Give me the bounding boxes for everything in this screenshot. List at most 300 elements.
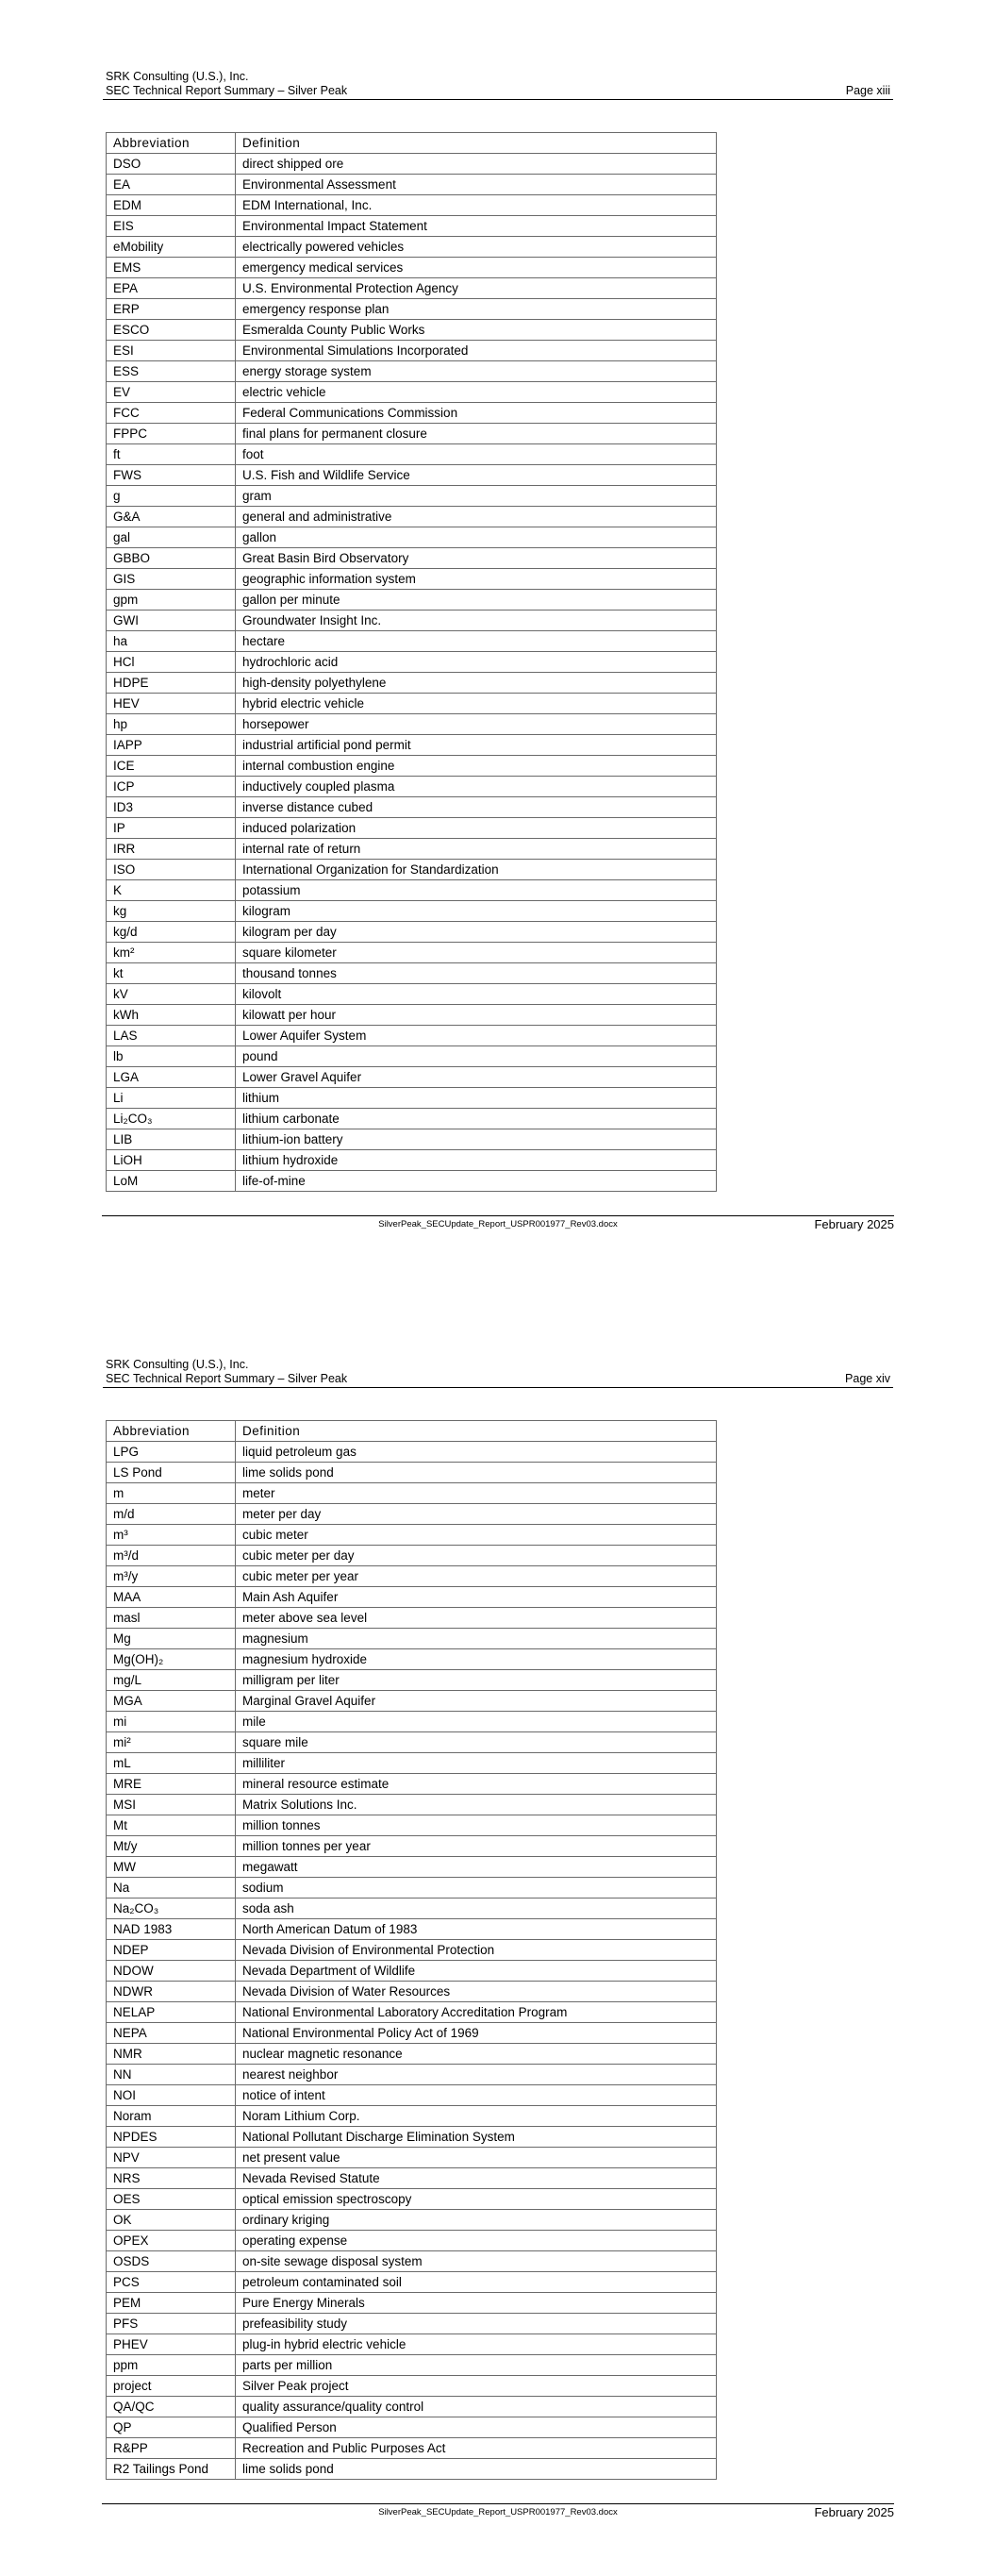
table-row [107,2148,717,2168]
definition-cell: electric vehicle [236,382,717,403]
table-row [107,1525,717,1546]
abbreviation-cell: eMobility [107,237,236,258]
abbreviation-cell: PCS [107,2272,236,2293]
definition-cell: Marginal Gravel Aquifer [236,1691,717,1712]
abbreviation-cell: ID3 [107,797,236,818]
abbreviation-cell: MSI [107,1795,236,1815]
definition-cell: Groundwater Insight Inc. [236,611,717,631]
table-row [107,1129,717,1150]
definition-cell: Esmeralda County Public Works [236,320,717,341]
definition-cell: kilovolt [236,984,717,1005]
abbreviation-cell: NDWR [107,1982,236,2002]
definition-cell: National Environmental Policy Act of 1969 [236,2023,717,2044]
table-row [107,2002,717,2023]
table-row [107,652,717,673]
abbreviation-cell: mi [107,1712,236,1732]
table-row [107,486,717,507]
table-row [107,2376,717,2397]
abbreviation-cell: NN [107,2065,236,2085]
abbreviation-cell: QP [107,2417,236,2438]
abbreviation-cell: LIB [107,1129,236,1150]
table-row [107,2231,717,2251]
table-row [107,1753,717,1774]
table-row [107,507,717,527]
table-row [107,216,717,237]
abbreviation-cell: EMS [107,258,236,278]
definition-cell: Noram Lithium Corp. [236,2106,717,2127]
table-row [107,1067,717,1088]
definition-cell: hectare [236,631,717,652]
definition-cell: Lower Aquifer System [236,1026,717,1046]
definition-cell: nuclear magnetic resonance [236,2044,717,2065]
abbreviation-cell: MW [107,1857,236,1878]
header-report-title: SEC Technical Report Summary – Silver Peak [106,84,348,97]
table-row [107,1109,717,1129]
table-row [107,1046,717,1067]
abbreviation-cell: Mt [107,1815,236,1836]
definition-cell: inductively coupled plasma [236,777,717,797]
column-header-abbreviation: Abbreviation [107,133,236,154]
definition-cell: mineral resource estimate [236,1774,717,1795]
definition-cell: geographic information system [236,569,717,590]
abbreviation-cell: R2 Tailings Pond [107,2459,236,2480]
definition-cell: National Pollutant Discharge Elimination System [236,2127,717,2148]
definition-cell: direct shipped ore [236,154,717,175]
definition-cell: industrial artificial pond permit [236,735,717,756]
definition-cell: thousand tonnes [236,963,717,984]
table-row [107,1088,717,1109]
table-row [107,984,717,1005]
definition-cell: Matrix Solutions Inc. [236,1795,717,1815]
definition-cell: lithium-ion battery [236,1129,717,1150]
header-divider [103,99,893,100]
abbreviation-cell: km² [107,943,236,963]
definition-cell: ordinary kriging [236,2210,717,2231]
table-row [107,2334,717,2355]
definition-cell: EDM International, Inc. [236,195,717,216]
definition-cell: magnesium [236,1629,717,1649]
abbreviation-cell: ISO [107,860,236,880]
definition-cell: kilogram [236,901,717,922]
abbreviation-cell: MGA [107,1691,236,1712]
footer-divider [102,2503,894,2504]
abbreviation-cell: lb [107,1046,236,1067]
table-row [107,1504,717,1525]
table-row [107,444,717,465]
definition-cell: Silver Peak project [236,2376,717,2397]
definition-cell: horsepower [236,714,717,735]
table-row [107,860,717,880]
table-row [107,258,717,278]
definition-cell: high-density polyethylene [236,673,717,694]
table-row [107,1649,717,1670]
table-row [107,1442,717,1463]
definition-cell: Recreation and Public Purposes Act [236,2438,717,2459]
table-row [107,1878,717,1899]
abbreviation-cell: Mg(OH)₂ [107,1649,236,1670]
definition-cell: nearest neighbor [236,2065,717,2085]
definition-cell: Lower Gravel Aquifer [236,1067,717,1088]
definition-cell: liquid petroleum gas [236,1442,717,1463]
table-row [107,403,717,424]
footer-divider [102,1215,894,1216]
abbreviation-cell: ppm [107,2355,236,2376]
definition-cell: net present value [236,2148,717,2168]
abbreviation-cell: PEM [107,2293,236,2314]
abbreviation-cell: Na₂CO₃ [107,1899,236,1919]
table-row [107,1712,717,1732]
table-row [107,2106,717,2127]
abbreviation-cell: mg/L [107,1670,236,1691]
abbreviation-cell: FWS [107,465,236,486]
table-row [107,527,717,548]
footer-date: February 2025 [814,2505,894,2519]
definition-cell: National Environmental Laboratory Accreditation Program [236,2002,717,2023]
table-row [107,195,717,216]
table-row [107,569,717,590]
table-row [107,154,717,175]
abbreviation-cell: FCC [107,403,236,424]
definition-cell: emergency response plan [236,299,717,320]
header-report-title: SEC Technical Report Summary – Silver Peak [106,1372,348,1385]
footer-filename: SilverPeak_SECUpdate_Report_USPR001977_Rev03.docx [378,1219,618,1229]
footer-filename: SilverPeak_SECUpdate_Report_USPR001977_Rev03.docx [378,2507,618,2517]
definition-cell: North American Datum of 1983 [236,1919,717,1940]
table-row [107,943,717,963]
abbreviation-cell: m [107,1483,236,1504]
table-row [107,901,717,922]
table-row [107,548,717,569]
abbreviation-cell: LGA [107,1067,236,1088]
definition-cell: kilowatt per hour [236,1005,717,1026]
table-row [107,424,717,444]
table-row [107,2272,717,2293]
abbreviation-cell: FPPC [107,424,236,444]
abbreviation-cell: LoM [107,1171,236,1192]
definition-cell: Federal Communications Commission [236,403,717,424]
definition-cell: meter above sea level [236,1608,717,1629]
header-page-number: Page xiv [845,1372,890,1385]
abbreviation-cell: gpm [107,590,236,611]
abbreviation-cell: NDOW [107,1961,236,1982]
table-row [107,1670,717,1691]
table-row [107,2251,717,2272]
abbreviation-cell: ESCO [107,320,236,341]
abbreviation-cell: GWI [107,611,236,631]
abbreviation-cell: g [107,486,236,507]
abbreviation-cell: LS Pond [107,1463,236,1483]
definition-cell: soda ash [236,1899,717,1919]
abbreviation-cell: NOI [107,2085,236,2106]
abbreviation-cell: IAPP [107,735,236,756]
abbreviation-cell: NMR [107,2044,236,2065]
definition-cell: Qualified Person [236,2417,717,2438]
abbreviation-cell: mi² [107,1732,236,1753]
definition-cell: on-site sewage disposal system [236,2251,717,2272]
definition-cell: inverse distance cubed [236,797,717,818]
definition-cell: Nevada Division of Environmental Protection [236,1940,717,1961]
abbreviation-cell: LiOH [107,1150,236,1171]
definition-cell: lithium hydroxide [236,1150,717,1171]
definition-cell: International Organization for Standardization [236,860,717,880]
definition-cell: meter [236,1483,717,1504]
abbreviation-cell: OSDS [107,2251,236,2272]
column-header-definition: Definition [236,1421,717,1442]
abbreviation-cell: ICP [107,777,236,797]
definition-cell: prefeasibility study [236,2314,717,2334]
table-row [107,2085,717,2106]
abbreviation-cell: ICE [107,756,236,777]
table-row [107,2417,717,2438]
abbreviation-cell: K [107,880,236,901]
abbreviation-cell: Mt/y [107,1836,236,1857]
abbreviation-cell: MAA [107,1587,236,1608]
table-row [107,922,717,943]
definition-cell: gallon [236,527,717,548]
abbreviation-cell: mL [107,1753,236,1774]
abbreviation-cell: ft [107,444,236,465]
definition-cell: internal combustion engine [236,756,717,777]
abbreviation-cell: NPDES [107,2127,236,2148]
definition-cell: general and administrative [236,507,717,527]
definition-cell: square mile [236,1732,717,1753]
abbreviation-cell: project [107,2376,236,2397]
abbreviation-cell: NAD 1983 [107,1919,236,1940]
table-row [107,1587,717,1608]
table-header-row [107,133,717,154]
table-row [107,382,717,403]
definition-cell: life-of-mine [236,1171,717,1192]
abbreviation-cell: QA/QC [107,2397,236,2417]
document-page [0,1288,995,2576]
definition-cell: Nevada Department of Wildlife [236,1961,717,1982]
table-row [107,175,717,195]
table-row [107,1815,717,1836]
definition-cell: final plans for permanent closure [236,424,717,444]
abbreviation-cell: MRE [107,1774,236,1795]
table-row [107,2023,717,2044]
table-row [107,735,717,756]
table-row [107,1836,717,1857]
abbreviation-cell: Mg [107,1629,236,1649]
abbreviation-cell: EV [107,382,236,403]
definition-cell: induced polarization [236,818,717,839]
table-row [107,1774,717,1795]
definition-cell: lithium [236,1088,717,1109]
abbreviation-cell: PFS [107,2314,236,2334]
abbreviation-table [106,1420,717,2480]
definition-cell: million tonnes [236,1815,717,1836]
table-row [107,1940,717,1961]
table-row [107,2293,717,2314]
table-row [107,714,717,735]
table-row [107,611,717,631]
table-row [107,1026,717,1046]
table-row [107,1961,717,1982]
table-row [107,631,717,652]
abbreviation-cell: IP [107,818,236,839]
definition-cell: mile [236,1712,717,1732]
definition-cell: quality assurance/quality control [236,2397,717,2417]
table-row [107,1919,717,1940]
definition-cell: cubic meter [236,1525,717,1546]
abbreviation-cell: OPEX [107,2231,236,2251]
abbreviation-cell: HDPE [107,673,236,694]
abbreviation-cell: NELAP [107,2002,236,2023]
abbreviation-cell: R&PP [107,2438,236,2459]
column-header-abbreviation: Abbreviation [107,1421,236,1442]
table-row [107,1795,717,1815]
abbreviation-cell: GBBO [107,548,236,569]
abbreviation-cell: EIS [107,216,236,237]
table-row [107,1982,717,2002]
table-row [107,1608,717,1629]
table-row [107,1483,717,1504]
table-row [107,839,717,860]
table-row [107,2459,717,2480]
abbreviation-cell: HCl [107,652,236,673]
table-row [107,299,717,320]
abbreviation-cell: ESS [107,361,236,382]
definition-cell: milligram per liter [236,1670,717,1691]
table-row [107,1732,717,1753]
abbreviation-cell: NPV [107,2148,236,2168]
table-row [107,341,717,361]
abbreviation-cell: Li₂CO₃ [107,1109,236,1129]
table-row [107,2210,717,2231]
definition-cell: electrically powered vehicles [236,237,717,258]
abbreviation-cell: OES [107,2189,236,2210]
table-row [107,797,717,818]
abbreviation-cell: EDM [107,195,236,216]
definition-cell: hydrochloric acid [236,652,717,673]
definition-cell: petroleum contaminated soil [236,2272,717,2293]
definition-cell: optical emission spectroscopy [236,2189,717,2210]
table-row [107,1566,717,1587]
table-row [107,2189,717,2210]
definition-cell: Environmental Simulations Incorporated [236,341,717,361]
abbreviation-cell: IRR [107,839,236,860]
table-row [107,2127,717,2148]
definition-cell: lime solids pond [236,1463,717,1483]
table-row [107,1150,717,1171]
abbreviation-cell: HEV [107,694,236,714]
table-row [107,818,717,839]
table-row [107,1629,717,1649]
abbreviation-cell: EA [107,175,236,195]
header-company: SRK Consulting (U.S.), Inc. [106,1358,249,1371]
abbreviation-cell: NRS [107,2168,236,2189]
abbreviation-cell: kV [107,984,236,1005]
table-row [107,756,717,777]
abbreviation-cell: m³/d [107,1546,236,1566]
table-row [107,465,717,486]
definition-cell: parts per million [236,2355,717,2376]
table-row [107,963,717,984]
table-row [107,1005,717,1026]
definition-cell: Environmental Assessment [236,175,717,195]
definition-cell: gallon per minute [236,590,717,611]
table-header-row [107,1421,717,1442]
definition-cell: magnesium hydroxide [236,1649,717,1670]
table-row [107,880,717,901]
abbreviation-cell: PHEV [107,2334,236,2355]
abbreviation-cell: masl [107,1608,236,1629]
abbreviation-cell: Noram [107,2106,236,2127]
abbreviation-cell: G&A [107,507,236,527]
definition-cell: operating expense [236,2231,717,2251]
abbreviation-cell: m³/y [107,1566,236,1587]
abbreviation-cell: kg [107,901,236,922]
table-row [107,1857,717,1878]
table-row [107,694,717,714]
header-company: SRK Consulting (U.S.), Inc. [106,70,249,83]
definition-cell: kilogram per day [236,922,717,943]
table-row [107,361,717,382]
abbreviation-cell: EPA [107,278,236,299]
definition-cell: sodium [236,1878,717,1899]
table-row [107,2314,717,2334]
definition-cell: Pure Energy Minerals [236,2293,717,2314]
abbreviation-cell: kt [107,963,236,984]
abbreviation-cell: GIS [107,569,236,590]
abbreviation-cell: LPG [107,1442,236,1463]
table-row [107,1899,717,1919]
abbreviation-cell: m/d [107,1504,236,1525]
abbreviation-cell: hp [107,714,236,735]
abbreviation-cell: ha [107,631,236,652]
definition-cell: foot [236,444,717,465]
definition-cell: internal rate of return [236,839,717,860]
table-row [107,2438,717,2459]
definition-cell: plug-in hybrid electric vehicle [236,2334,717,2355]
definition-cell: potassium [236,880,717,901]
definition-cell: emergency medical services [236,258,717,278]
definition-cell: hybrid electric vehicle [236,694,717,714]
table-row [107,1691,717,1712]
table-row [107,777,717,797]
table-body [107,154,717,1192]
table-row [107,590,717,611]
abbreviation-cell: m³ [107,1525,236,1546]
abbreviation-cell: LAS [107,1026,236,1046]
definition-cell: Nevada Division of Water Resources [236,1982,717,2002]
definition-cell: cubic meter per year [236,1566,717,1587]
table-row [107,237,717,258]
footer-date: February 2025 [814,1217,894,1231]
abbreviation-cell: OK [107,2210,236,2231]
abbreviation-cell: NDEP [107,1940,236,1961]
definition-cell: lime solids pond [236,2459,717,2480]
table-body [107,1442,717,2480]
header-page-number: Page xiii [845,84,890,97]
header-divider [103,1387,893,1388]
definition-cell: Main Ash Aquifer [236,1587,717,1608]
definition-cell: meter per day [236,1504,717,1525]
definition-cell: megawatt [236,1857,717,1878]
definition-cell: square kilometer [236,943,717,963]
abbreviation-table [106,132,717,1192]
table-row [107,2065,717,2085]
definition-cell: Great Basin Bird Observatory [236,548,717,569]
column-header-definition: Definition [236,133,717,154]
table-row [107,2044,717,2065]
abbreviation-cell: ERP [107,299,236,320]
definition-cell: milliliter [236,1753,717,1774]
table-row [107,1171,717,1192]
definition-cell: Nevada Revised Statute [236,2168,717,2189]
definition-cell: million tonnes per year [236,1836,717,1857]
